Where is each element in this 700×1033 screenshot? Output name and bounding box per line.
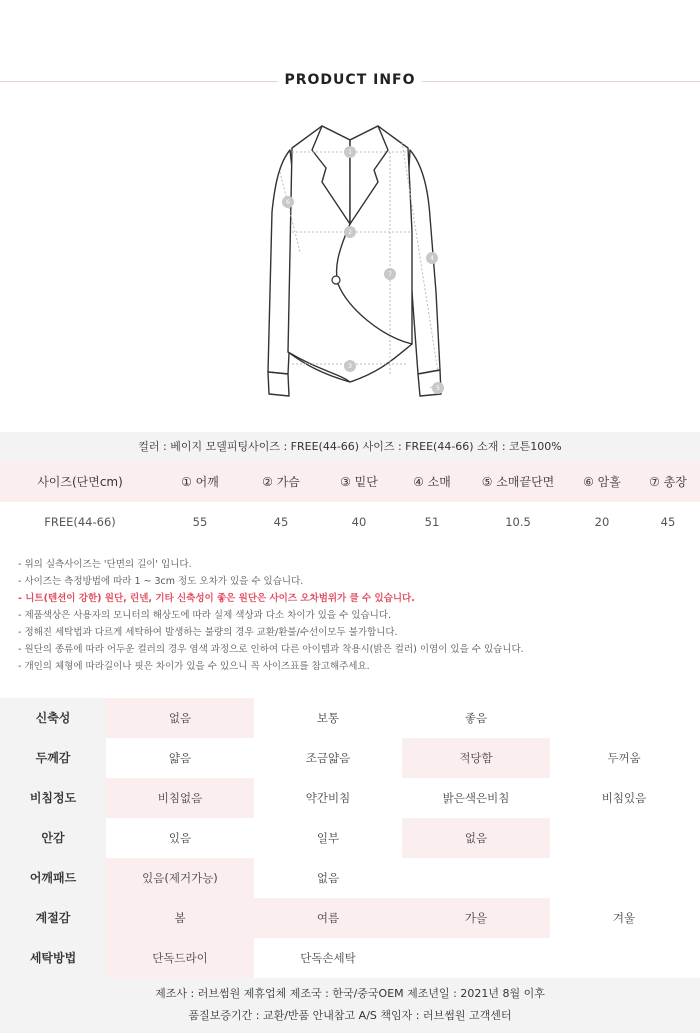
attr-option-selected: 없음 (402, 818, 550, 858)
title-divider-left (0, 81, 278, 82)
marker-4: 4 (430, 255, 434, 262)
header-size: 사이즈(단면cm) (37, 475, 123, 489)
footer-line-manufacturer: 제조사 : 러브썸원 제휴업체 제조국 : 한국/중국OEM 제조년일 : 2021년 8월 이후 (155, 987, 545, 1000)
attr-label: 계절감 (0, 898, 106, 938)
note-item-warning: - 니트(텐션이 강한) 원단, 린넨, 기타 신축성이 좋은 원단은 사이즈 오차범위가 클 수 있습니다. (18, 593, 415, 604)
left-cuff (268, 372, 289, 396)
attr-label: 비침정도 (0, 778, 106, 818)
page-title: PRODUCT INFO (284, 72, 416, 88)
header-sleeve: ④ 소매 (413, 475, 451, 489)
cell-length: 45 (660, 515, 676, 529)
attr-row-lining (0, 818, 700, 858)
attr-option: 약간비침 (305, 791, 351, 805)
note-item: - 정해진 세탁법과 다르게 세탁하여 발생하는 불량의 경우 교환/환불/수선이모두 불가합니다. (18, 627, 398, 638)
note-item: - 사이즈는 측정방법에 따라 1 ~ 3cm 정도 오차가 있을 수 있습니다. (18, 576, 304, 587)
product-summary: 컬러 : 베이지 모델피팅사이즈 : FREE(44-66) 사이즈 : FREE(44-66) 소재 : 코튼100% (0, 432, 700, 462)
header-chest: ② 가슴 (262, 475, 300, 489)
attr-row-stretch (0, 698, 700, 738)
attr-option-selected: 봄 (106, 898, 254, 938)
size-table-header (0, 462, 700, 502)
header-hem: ③ 밑단 (340, 475, 378, 489)
marker-3: 3 (348, 363, 352, 370)
button (332, 276, 340, 284)
attr-option-selected: 적당함 (402, 738, 550, 778)
jacket-measurement-diagram (230, 112, 470, 412)
attr-row-thickness (0, 738, 700, 778)
header-length: ⑦ 총장 (649, 475, 687, 489)
attr-option: 없음 (316, 871, 340, 885)
header-shoulder: ① 어깨 (181, 475, 219, 489)
attr-label: 신축성 (0, 698, 106, 738)
attr-option: 두꺼움 (607, 751, 641, 765)
attr-row-sheerness (0, 778, 700, 818)
attr-option-selected: 여름 (254, 898, 402, 938)
marker-2: 2 (348, 229, 352, 236)
header-armhole: ⑥ 암홀 (583, 475, 621, 489)
cell-armhole: 20 (594, 515, 610, 529)
marker-5: 5 (436, 385, 440, 392)
attr-option-selected: 비침없음 (106, 778, 254, 818)
attr-option-selected: 단독드라이 (106, 938, 254, 978)
attr-option: 얇음 (168, 751, 192, 765)
note-item: - 제품색상은 사용자의 모니터의 해상도에 따라 실제 색상과 다소 차이가 있을 수 있습니다. (18, 610, 392, 621)
attr-option: 비침있음 (601, 791, 647, 805)
attr-row-season (0, 898, 700, 938)
attr-option: 있음 (168, 831, 192, 845)
marker-1: 1 (348, 149, 352, 156)
title-divider-right (422, 81, 700, 82)
header-cuff: ⑤ 소매끝단면 (481, 475, 555, 489)
note-item: - 원단의 종류에 따라 어두운 컬러의 경우 염색 과정으로 인하여 다른 아이템과 착용시(밝은 컬러) 이염이 있을 수 있습니다. (18, 644, 524, 655)
cell-chest: 45 (273, 515, 289, 529)
attr-option-selected: 있음(제거가능) (106, 858, 254, 898)
attr-option: 일부 (316, 831, 340, 845)
fabric-attribute-table (0, 698, 700, 978)
attr-option: 보통 (316, 711, 340, 725)
marker-7: 7 (388, 271, 392, 278)
attr-option-selected: 가을 (402, 898, 550, 938)
size-notes (18, 556, 688, 675)
attr-option: 좋음 (464, 711, 488, 725)
cell-cuff: 10.5 (505, 515, 531, 529)
cell-hem: 40 (351, 515, 367, 529)
attr-option: 단독손세탁 (300, 951, 356, 965)
cell-shoulder: 55 (192, 515, 208, 529)
attr-option-selected: 없음 (106, 698, 254, 738)
cell-sleeve: 51 (424, 515, 440, 529)
attr-label: 어깨패드 (0, 858, 106, 898)
attr-row-shoulder-pad (0, 858, 700, 898)
attr-option: 밝은색은비침 (442, 791, 510, 805)
attr-label: 두께감 (0, 738, 106, 778)
table-row (0, 502, 700, 546)
manufacturer-info (0, 978, 700, 1033)
cell-size: FREE(44-66) (44, 515, 116, 529)
attr-row-washing (0, 938, 700, 978)
marker-6: 6 (286, 199, 290, 206)
footer-line-warranty: 품질보증기간 : 교환/반품 안내참고 A/S 책임자 : 러브썸원 고객센터 (188, 1009, 512, 1022)
size-table (0, 462, 700, 546)
note-item: - 개인의 체형에 따라길이나 핏은 차이가 있을 수 있으니 꼭 사이즈표를 참고해주세요. (18, 661, 370, 672)
attr-label: 안감 (0, 818, 106, 858)
note-item: - 위의 실측사이즈는 '단면의 길이' 입니다. (18, 559, 192, 570)
attr-option: 겨울 (612, 911, 636, 925)
attr-label: 세탁방법 (0, 938, 106, 978)
attr-option: 조금얇음 (305, 751, 351, 765)
